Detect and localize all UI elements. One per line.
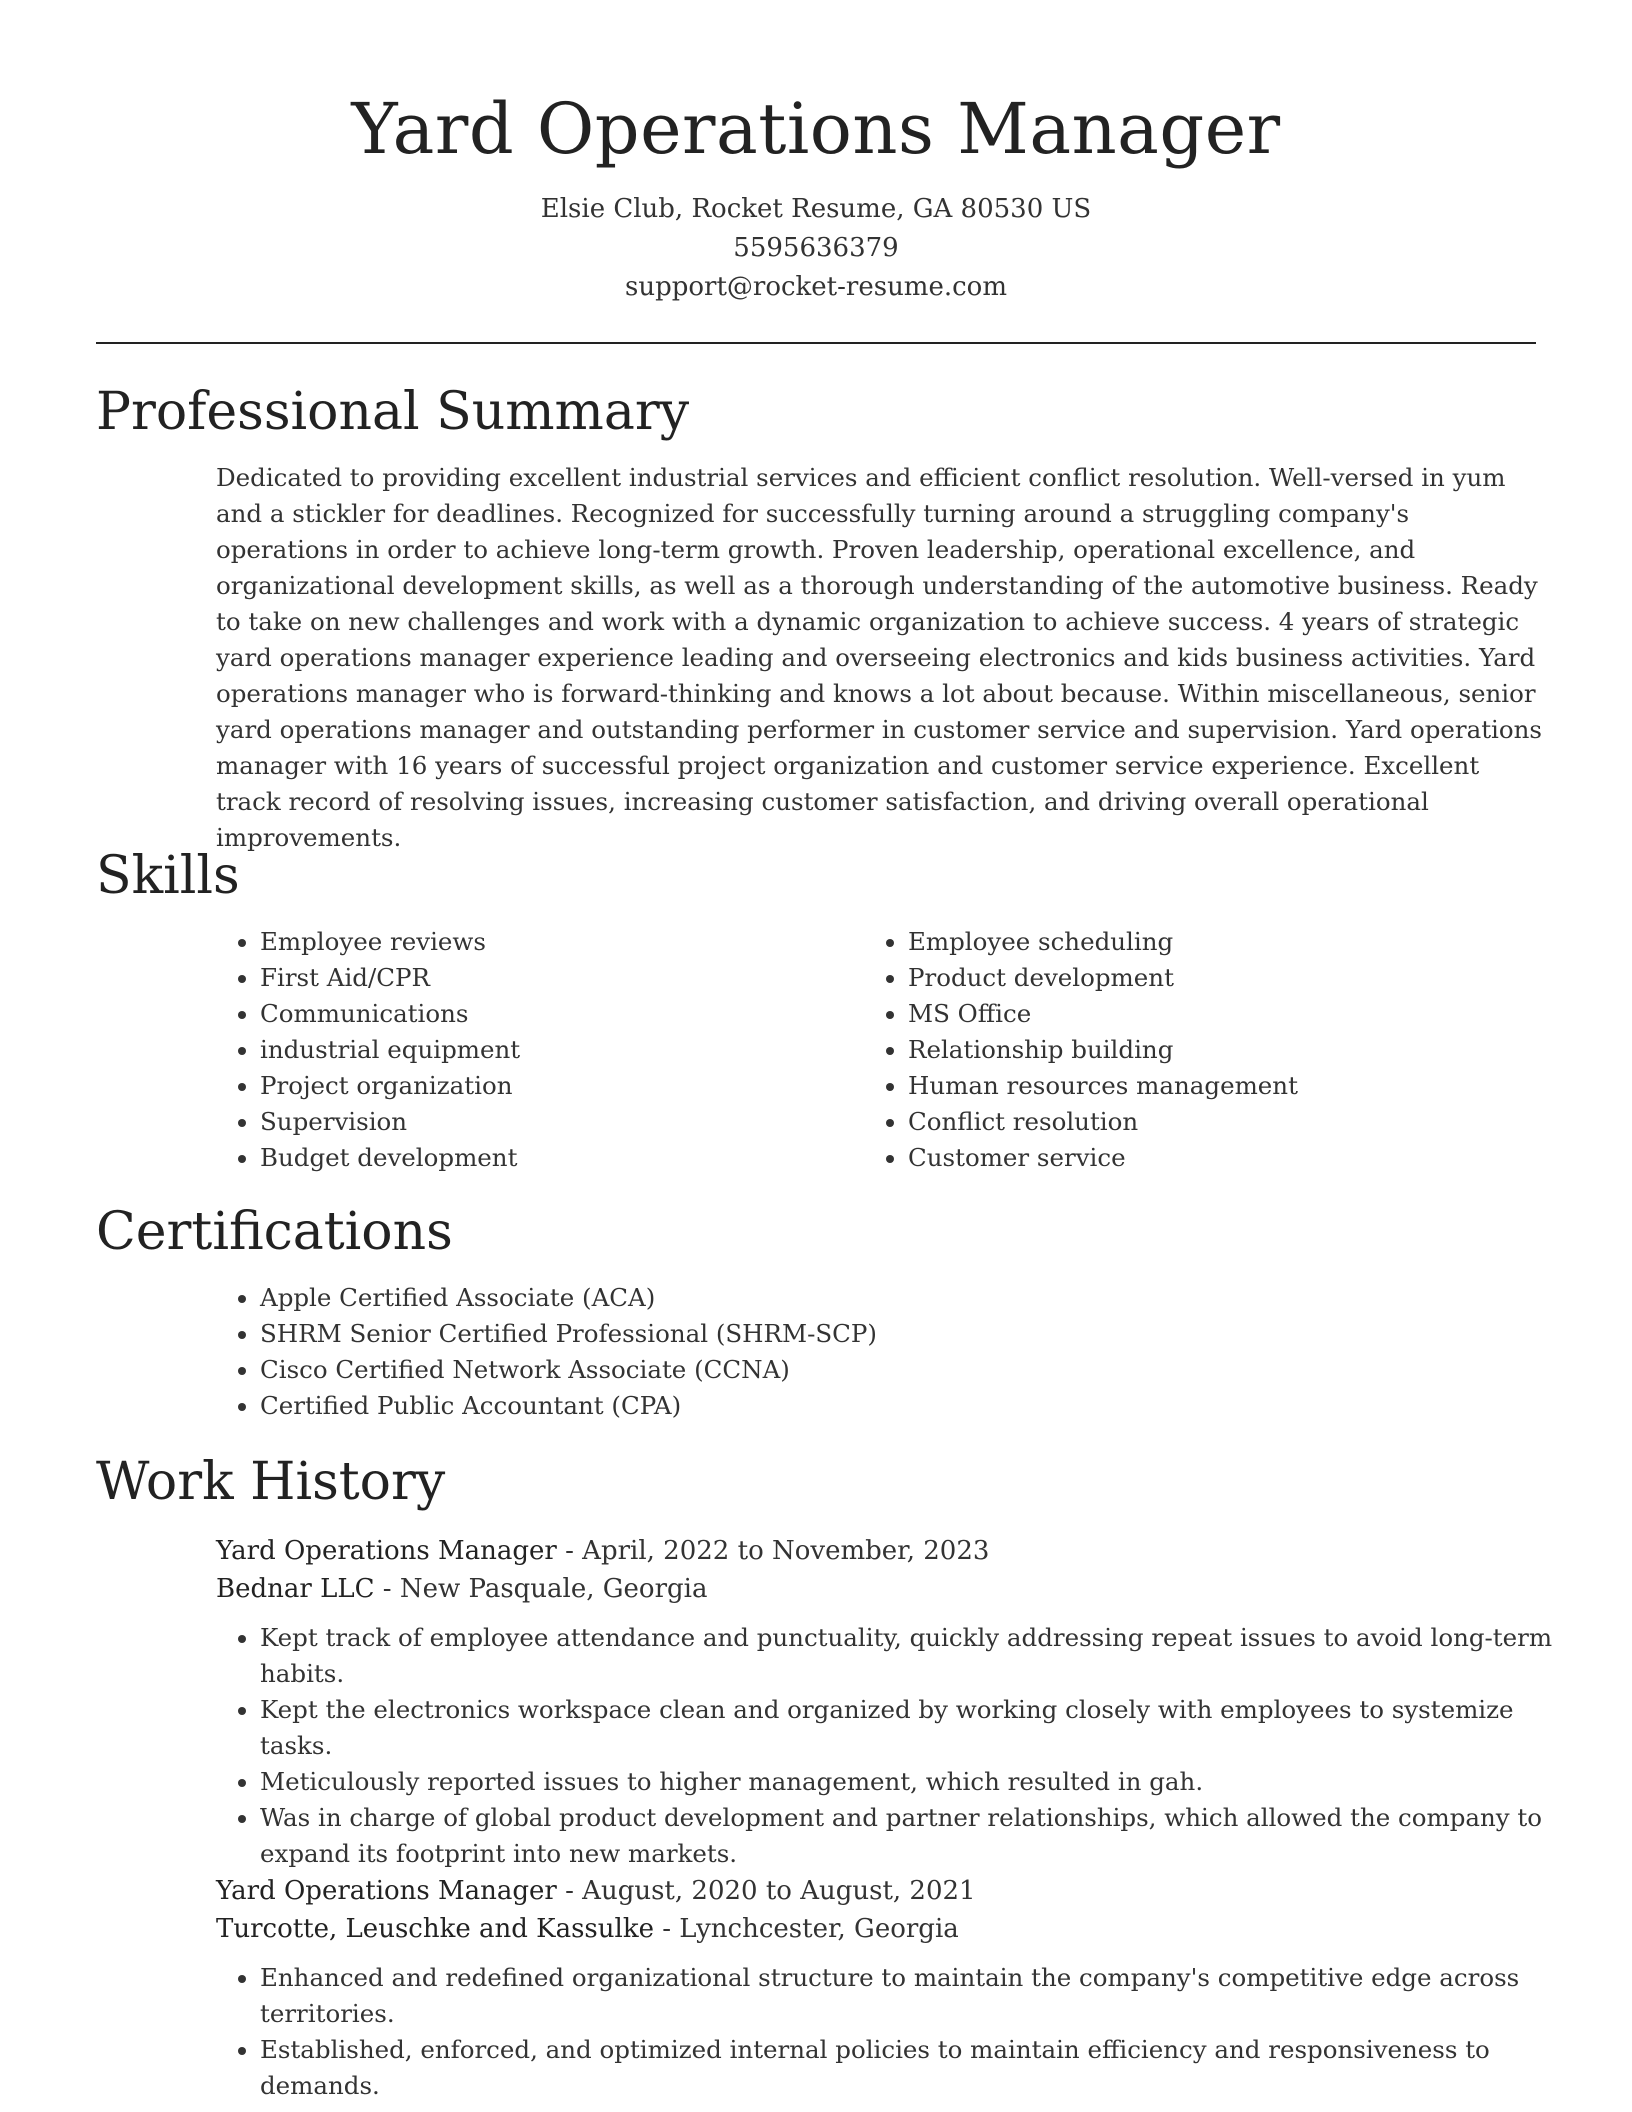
job-company: Bednar LLC bbox=[216, 1574, 375, 1604]
job-title: Yard Operations Manager bbox=[216, 1536, 557, 1566]
list-item: • Was in charge of global product development and partner relationships, which allowed the company to expand its footprint into new markets. bbox=[260, 1800, 1590, 1872]
contact-block bbox=[0, 190, 1632, 307]
job-header bbox=[216, 1532, 989, 1608]
list-item: • Budget development bbox=[260, 1140, 860, 1176]
list-item: • Enhanced and redefined organizational structure to maintain the company's competitive edge across territories. bbox=[260, 1960, 1590, 2032]
contact-address: Elsie Club, Rocket Resume, GA 80530 US bbox=[540, 194, 1092, 224]
list-item: • industrial equipment bbox=[260, 1032, 860, 1068]
list-item: • Relationship building bbox=[908, 1032, 1548, 1068]
list-item: • Conflict resolution bbox=[908, 1104, 1548, 1140]
skills-list-right bbox=[864, 924, 1548, 1176]
work-history-heading: Work History bbox=[96, 1452, 446, 1512]
summary-heading: Professional Summary bbox=[96, 382, 690, 442]
list-item: • Human resources management bbox=[908, 1068, 1548, 1104]
list-item: • First Aid/CPR bbox=[260, 960, 860, 996]
list-item: • Employee scheduling bbox=[908, 924, 1548, 960]
job-header bbox=[216, 1872, 976, 1948]
list-item: • Apple Certified Associate (ACA) bbox=[260, 1280, 1560, 1316]
job-location: - Lynchcester, Georgia bbox=[653, 1914, 959, 1944]
list-item: • Employee reviews bbox=[260, 924, 860, 960]
job-title: Yard Operations Manager bbox=[216, 1876, 557, 1906]
list-item: • Product development bbox=[908, 960, 1548, 996]
list-item: • Kept the electronics workspace clean and organized by working closely with employees to systemize tasks. bbox=[260, 1692, 1590, 1764]
contact-email: support@rocket-resume.com bbox=[624, 272, 1007, 302]
job-dates: - August, 2020 to August, 2021 bbox=[556, 1876, 976, 1906]
summary-text: Dedicated to providing excellent industrial services and efficient conflict resolution. Well-versed in yum and a stickler for deadlines. Recognized for successfully turning around a struggling company's operations in order to achieve long-term growth. Proven leadership, operational excellence, and organizational development skills, as well as a thorough understanding of the automotive business. Ready to take on new challenges and work with a dynamic organization to achieve success. 4 years of strategic yard operations manager experience leading and overseeing electronics and kids business activities. Yard operations manager who is forward-thinking and knows a lot about because. Within miscellaneous, senior yard operations manager and outstanding performer in customer service and supervision. Yard operations manager with 16 years of successful project organization and customer service experience. Excellent track record of resolving issues, increasing customer satisfaction, and driving overall operational improvements. bbox=[216, 463, 1542, 852]
list-item: • SHRM Senior Certified Professional (SHRM-SCP) bbox=[260, 1316, 1560, 1352]
list-item: • Meticulously reported issues to higher management, which resulted in gah. bbox=[260, 1764, 1590, 1800]
list-item: • Communications bbox=[260, 996, 860, 1032]
list-item: • Project organization bbox=[260, 1068, 860, 1104]
job-bullets bbox=[216, 1960, 1590, 2104]
list-item: • Established, enforced, and optimized internal policies to maintain efficiency and responsiveness to demands. bbox=[260, 2032, 1590, 2104]
certifications-list bbox=[216, 1280, 1560, 1424]
list-item: • Customer service bbox=[908, 1140, 1548, 1176]
job-dates: - April, 2022 to November, 2023 bbox=[556, 1536, 990, 1566]
list-item: • Certified Public Accountant (CPA) bbox=[260, 1388, 1560, 1424]
header-divider bbox=[96, 342, 1536, 344]
job-location: - New Pasquale, Georgia bbox=[374, 1574, 708, 1604]
skills-list-left bbox=[216, 924, 860, 1176]
resume-title: Yard Operations Manager bbox=[351, 88, 1281, 170]
list-item: • Supervision bbox=[260, 1104, 860, 1140]
list-item: • Cisco Certified Network Associate (CCNA) bbox=[260, 1352, 1560, 1388]
skills-heading: Skills bbox=[96, 846, 240, 906]
list-item: • MS Office bbox=[908, 996, 1548, 1032]
job-company: Turcotte, Leuschke and Kassulke bbox=[216, 1914, 654, 1944]
job-bullets bbox=[216, 1620, 1590, 1872]
certifications-heading: Certifications bbox=[96, 1202, 453, 1262]
list-item: • Kept track of employee attendance and punctuality, quickly addressing repeat issues to avoid long-term habits. bbox=[260, 1620, 1590, 1692]
contact-phone: 5595636379 bbox=[733, 233, 899, 263]
